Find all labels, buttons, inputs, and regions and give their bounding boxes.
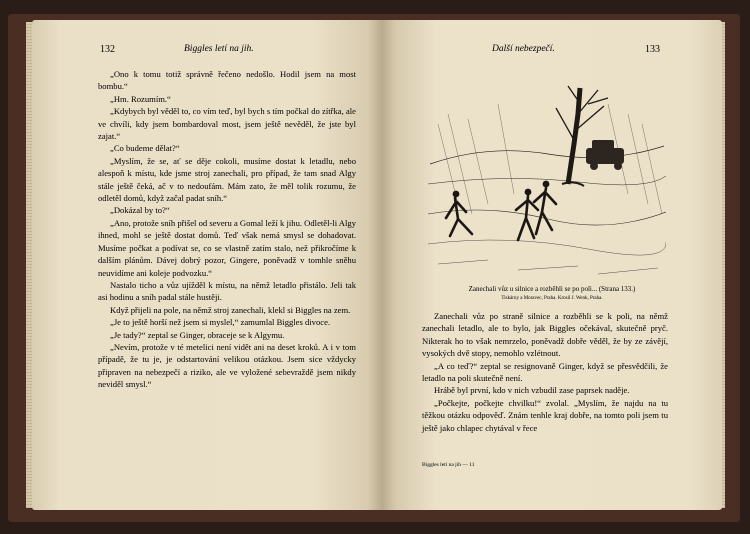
paragraph: „Nevím, protože v té metelici není vidět ani na deset kroků. A i v tom případě, že tu je, je odstartování velikou otázkou. Jsem sice vždycky připraven na nebezpečí a riziko, ale ve vyložené sebevraždě jsem nikdy neviděl smysl.“ [98,341,356,390]
paragraph: „Ono k tomu totiž správně řečeno nedošlo. Hodil jsem na most bombu.“ [98,69,356,92]
printer-credit: Tiskárny a Moravec, Praha. Krosil J. Wenk, Praha. [501,296,603,301]
paragraph: Zanechali vůz po straně silnice a rozběhli se k poli, na němž zanechali letadlo, ale to bylo, jak Biggles očekával, skutečně pryč. Nikterak ho to však nemrzelo, poněvadž dobře věděl, že by ze závějí, vysokých dvě stopy, nemohlo vzlétnout. [422,311,668,359]
paragraph: „Je tady?“ zeptal se Ginger, obraceje se k Algymu. [110,329,285,340]
caption-text: Zanechali vůz u silnice a rozběhli se po poli... (Strana 133.) [468,285,636,293]
paragraph: „A co teď?“ zeptal se resignovaně Ginger, když se přesvědčili, že letadlo na poli skutečně není. [422,360,668,384]
paragraph: „Co budeme dělat?“ [110,143,180,154]
right-page-text [422,310,668,434]
paragraph: „Počkejte, počkejte chvilku!“ zvolal. „Myslím, že najdu na tu těžkou otázku odpověď. Znám tenhle kraj dobře, na tomto poli jsem tu ještě jako chlapec chytával v řece [422,397,668,433]
paragraph: Nastalo ticho a vůz ujížděl k místu, na němž letadlo přistálo. Jeli tak asi hodinu a sníh padal stále hustěji. [98,279,356,303]
paragraph: „Kdybych byl věděl to, co vím teď, byl bych s tím počkal do zítřka, ale ve chvíli, kdy jsem bombardoval most, jsem ještě nevěděl, že jste byl zajat.“ [98,106,356,142]
paragraph: Hrábě byl první, kdo v nich vzbudil zase paprsek naděje. [434,385,630,396]
paragraph: Když přijeli na pole, na němž stroj zanechali, klekl si Biggles na zem. [110,304,351,315]
left-page-text [98,68,356,391]
left-page-number: 132 [100,44,115,55]
paragraph: „Myslím, že se, ať se děje cokoli, musíme dostat k letadlu, nebo alespoň k místu, kde jsme stroj zanechali, pro případ, že tam snad Algy stále ještě čeká, ač v to nedoufám. Mám zato, že měl tolik rozumu, že odletěl domů, když začal padat sníh.“ [98,155,356,204]
illustration-caption [430,285,674,303]
paragraph: „Hm. Rozumím.“ [110,93,171,104]
snow-scene-illustration [428,84,666,282]
paragraph: „Dokázal by to?“ [110,205,170,216]
page-footer: Biggles letí na jih — 11 [422,462,475,468]
paragraph: „Je to ještě horší než jsem si myslel,“ zamumlal Biggles divoce. [110,317,331,328]
paragraph: „Ano, protože sníh přišel od severu a Gomal leží k jihu. Odletěl-li Algy ihned, mohl se ještě dostat domů. Teď však nemá smysl se dohadovat. Musíme počkat a podívat se, co se vlastně zatím stalo, než přikročíme k dalším plánům. Dávej dobrý pozor, Gingere, poněvadž v tomhle sněhu neuvidíme ani koleje podvozku.“ [98,217,356,278]
right-running-head: Další nebezpečí. [492,44,555,54]
left-running-head: Biggles letí na jih. [184,44,254,54]
right-page-number: 133 [645,44,660,55]
